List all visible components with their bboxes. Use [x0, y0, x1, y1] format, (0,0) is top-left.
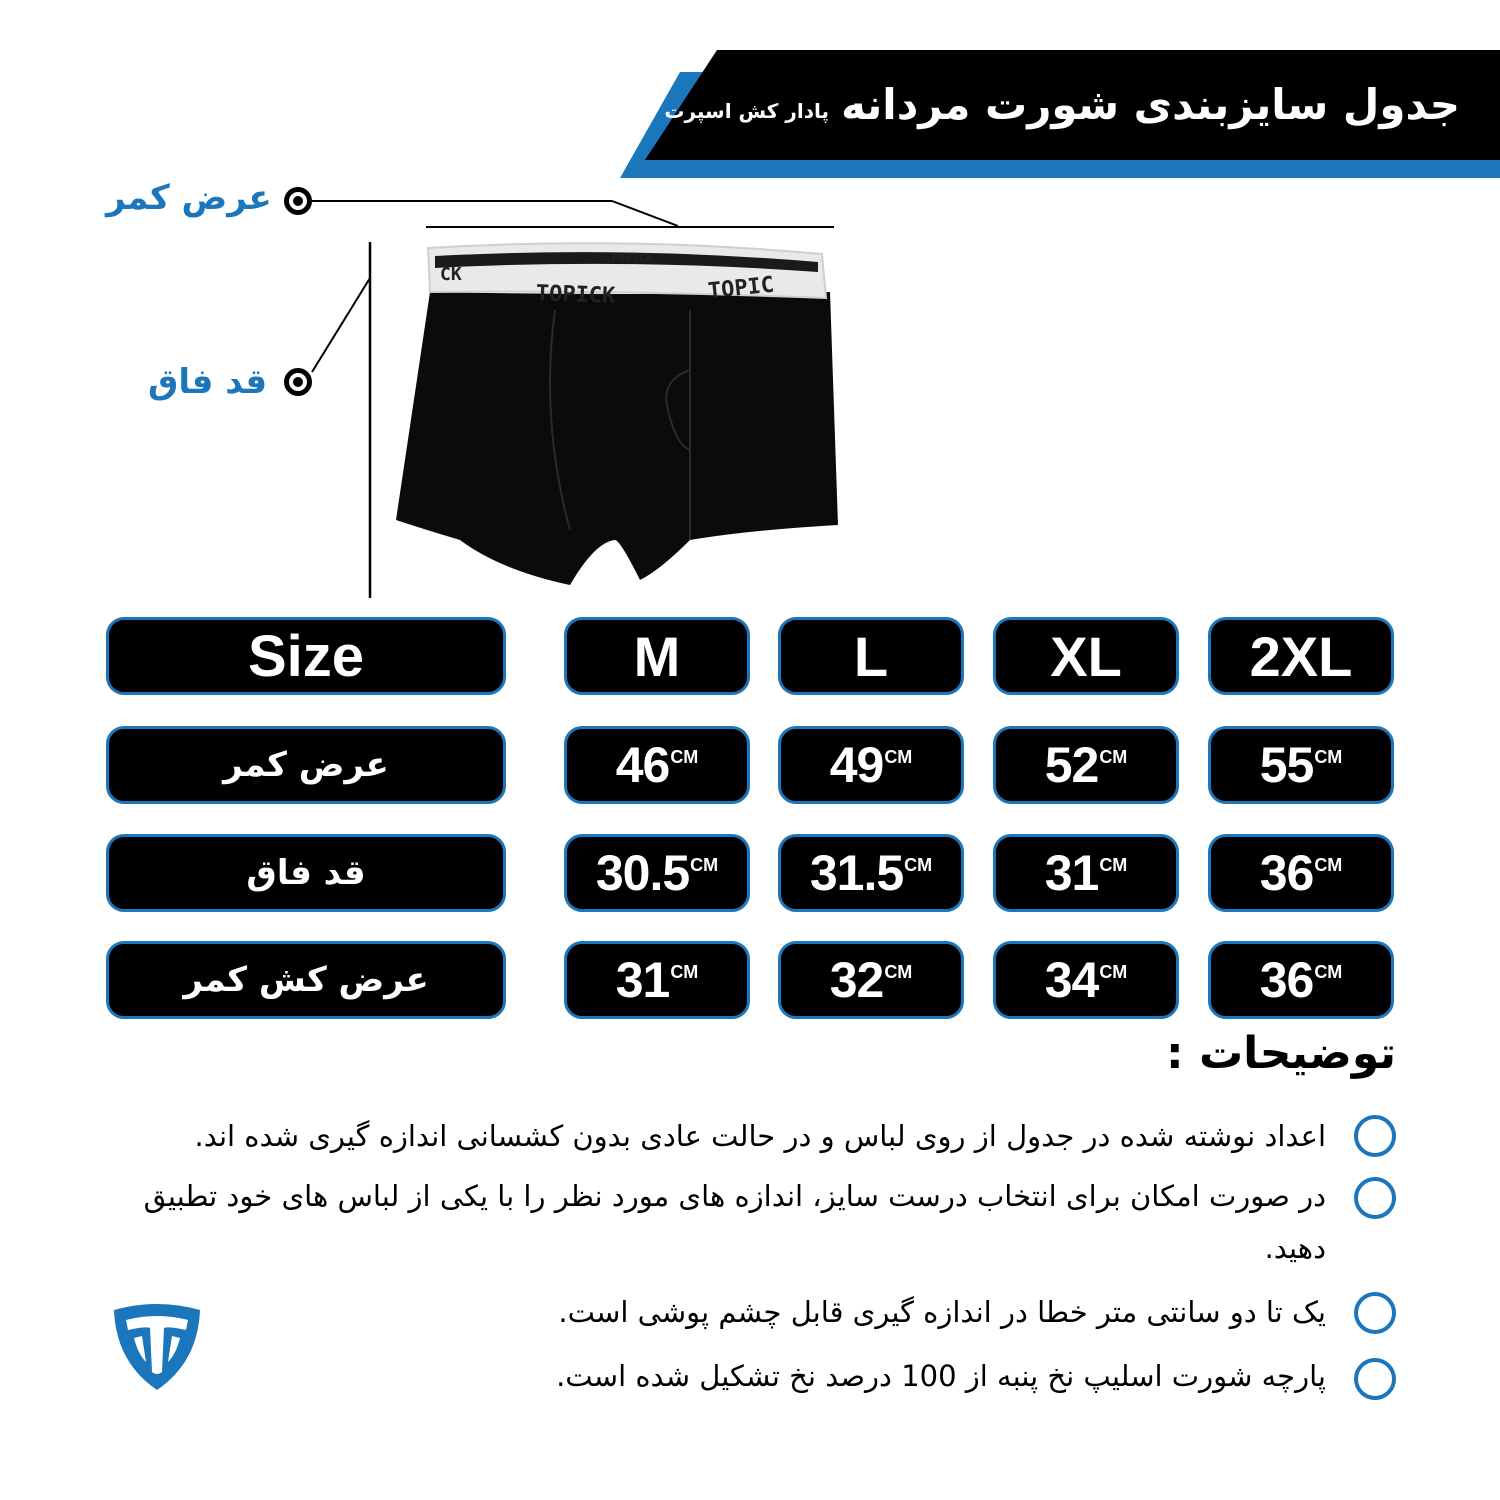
note-item: اعداد نوشته شده در جدول از روی لباس و در حالت عادی بدون کشسانی اندازه گیری شده اند.	[194, 1119, 1326, 1153]
note-bullet-icon	[1354, 1177, 1396, 1219]
rise-measure-label: قد فاق	[148, 362, 268, 402]
size-header-m: M	[564, 617, 750, 695]
table-cell: 36 CM	[1208, 941, 1394, 1019]
note-item: پارچه شورت اسلیپ نخ پنبه از 100 درصد نخ تشکیل شده است.	[556, 1359, 1326, 1393]
table-cell: 31 CM	[564, 941, 750, 1019]
table-cell: 31.5 CM	[778, 834, 964, 912]
waist-measure-label: عرض کمر	[106, 178, 272, 218]
table-cell: 36 CM	[1208, 834, 1394, 912]
size-header-l: L	[778, 617, 964, 695]
svg-text:TOPICK: TOPICK	[535, 281, 616, 309]
size-header-text: Size	[247, 623, 365, 689]
table-cell: 32 CM	[778, 941, 964, 1019]
note-bullet-icon	[1354, 1292, 1396, 1334]
note-bullet-icon	[1354, 1358, 1396, 1400]
svg-text:TOPICK: TOPICK	[610, 251, 654, 265]
table-header-label	[106, 617, 506, 695]
note-item: یک تا دو سانتی متر خطا در اندازه گیری قابل چشم پوشی است.	[558, 1295, 1326, 1329]
table-cell: 34 CM	[993, 941, 1179, 1019]
svg-text:CK: CK	[440, 264, 462, 285]
boxer-brief-image	[390, 240, 850, 600]
page-title: جدول سایزبندی شورت مردانه	[841, 79, 1460, 129]
row-label-rise: قد فاق	[106, 834, 506, 912]
table-cell: 46 CM	[564, 726, 750, 804]
size-header-xl: XL	[993, 617, 1179, 695]
table-cell: 31 CM	[993, 834, 1179, 912]
brand-logo-icon	[108, 1302, 206, 1392]
table-cell: 55 CM	[1208, 726, 1394, 804]
svg-text:TOPIC: TOPIC	[706, 272, 776, 305]
table-cell: 30.5 CM	[564, 834, 750, 912]
note-item: در صورت امکان برای انتخاب درست سایز، اندازه های مورد نظر را با یکی از لباس های خود تطبیق دهید.	[143, 1179, 1326, 1265]
note-bullet-icon	[1354, 1115, 1396, 1157]
page-subtitle: پادار کش اسپرت	[664, 99, 830, 123]
size-header-2xl: 2XL	[1208, 617, 1394, 695]
notes-title: توضیحات :	[1166, 1028, 1396, 1079]
row-label-waistband: عرض کش کمر	[106, 941, 506, 1019]
row-label-waist: عرض کمر	[106, 726, 506, 804]
table-cell: 49 CM	[778, 726, 964, 804]
table-cell: 52 CM	[993, 726, 1179, 804]
